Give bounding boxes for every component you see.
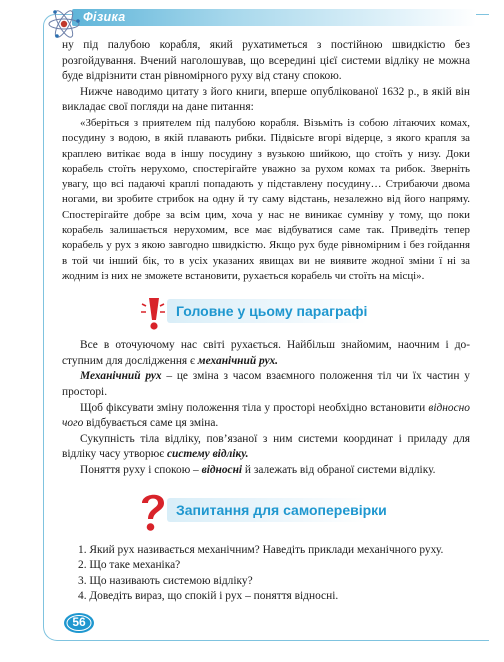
- summary-relativity: Поняття руху і спокою – відносні й залежать від обраної системи відліку.: [80, 463, 436, 476]
- question-item: 4. Доведіть вираз, що спокій і рух – поняття відносні.: [78, 590, 339, 603]
- self-check-heading: [62, 493, 470, 531]
- page-number: 56: [72, 615, 86, 629]
- term-relative-to: відносно чого: [62, 401, 470, 430]
- question-item: 2. Що таке механіка?: [78, 559, 181, 572]
- intro-paragraph: ну під палубою корабля, який рухатиметься з постійною швидкістю без розгойдування. Вчений наголошував, що всередині цієї системи відліку не можна буде відрізнити стан рівномірного руху від стану спокою.: [62, 39, 470, 83]
- main-section-heading: [62, 294, 470, 332]
- page-header: [0, 0, 504, 40]
- term-reference-system: систему відліку.: [166, 448, 249, 461]
- question-item: 1. Який рух називається механічним? Наведіть приклади механічного руху.: [78, 543, 444, 556]
- exclamation-icon: [136, 294, 170, 332]
- question-mark-icon: [132, 489, 172, 535]
- intro-citation-lead: Нижче наводимо цитату з його книги, вперше опублікованої 1632 р., в якій він викладає свої погляди на дане питання:: [62, 85, 470, 114]
- summary-reference-system: Сукупність тіла відліку, пов’язаної з ним системи координат і приладу для відліку часу утворює систему відліку.: [62, 432, 470, 461]
- header-band: [72, 9, 476, 26]
- main-section-title: Головне у цьому параграфі: [176, 303, 368, 320]
- term-mechanical-motion: механічний рух.: [197, 354, 279, 367]
- term-definition: Механічний рух: [80, 370, 162, 383]
- page-number-badge: [64, 612, 96, 634]
- term-relative: відносні: [201, 463, 243, 476]
- self-check-title: Запитання для самоперевірки: [176, 501, 387, 518]
- question-list: [78, 543, 470, 605]
- header-title: Фізика: [83, 10, 126, 24]
- summary-relative: Щоб фіксувати зміну положення тіла у просторі необхідно встановити відносно чого відбувається саме ця зміна.: [62, 401, 470, 430]
- page-content: [62, 38, 470, 605]
- summary-definition: Механічний рух – це зміна з часом взаємного положення тіл чи їх частин у просторі.: [62, 370, 470, 399]
- summary-motion: Все в оточуючому нас світі рухається. Найбільш знайомим, наочним і доступним для дослідження є механічний рух.: [62, 339, 470, 367]
- question-item: 3. Що називають системою відліку?: [78, 574, 253, 587]
- atom-icon: [46, 8, 86, 40]
- galileo-quote: «Зберіться з приятелем під палубою корабля. Візьміть із собою літаючих комах, посудину з водою, в якій плавають рибки. Підвісьте вгорі відерце, з якого крапля за краплею витікає вода в іншу посудину з вузькою шийкою, що стоїть у низу. Доки корабель стоїть нерухомо, спостерігайте уважно за рухом комах та рибок. Зверніть увагу, що всі падаючі краплі попадають у підставлену посудину… Стрибаючи двома ногами, ви зробите стрибок на одну й ту саму відстань, незалежно від його напряму. Спостерігайте добре за всім цим, хоча у нас не виникає сумніву у тому, що поки корабель залишається нерухомим, все має відбуватися саме так. Приведіть тепер корабель у рух з якою завгодно швидкістю. Якщо рух буде рівномірним і без гойдання в той чи інший бік, то в усіх указаних явищах ви не виявите жодної зміни ї ні за жодним із них не зможете встановити, рухається корабель чи стоїть на місці».: [62, 116, 470, 282]
